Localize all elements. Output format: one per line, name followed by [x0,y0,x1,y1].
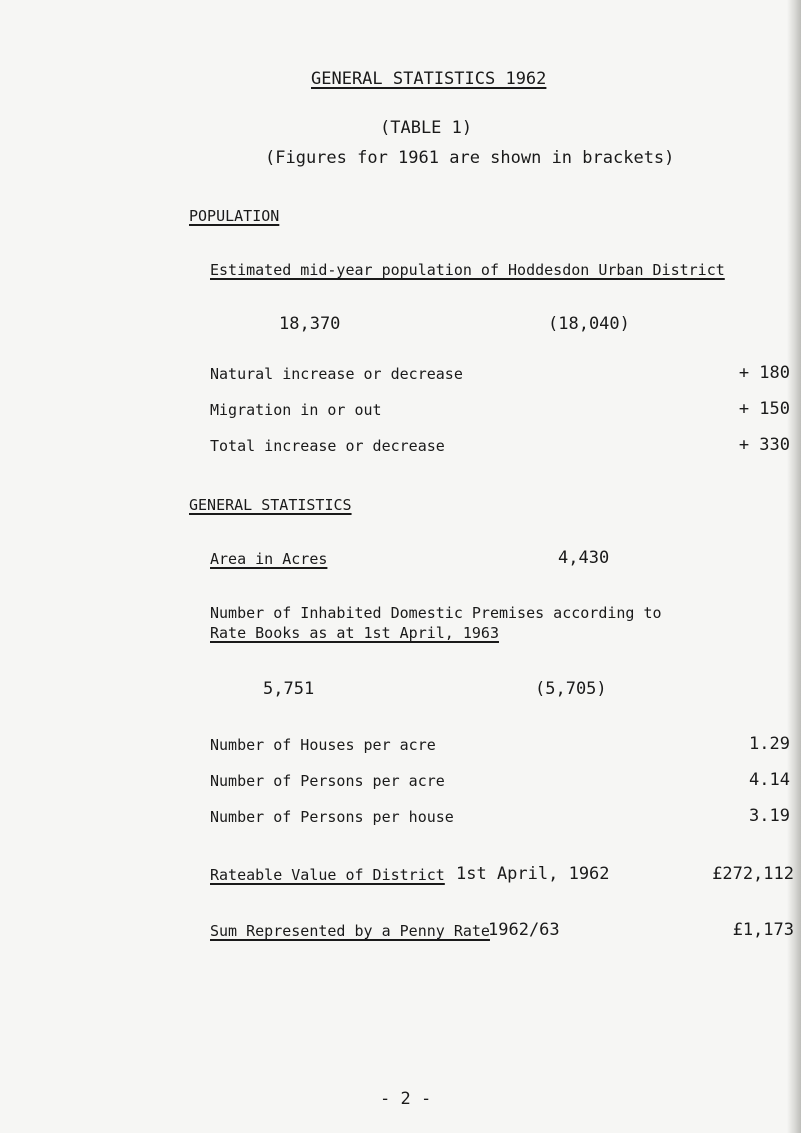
page-edge-shadow [787,0,801,1133]
rateable-value-label: Rateable Value of District [210,866,445,884]
area-label: Area in Acres [210,550,328,568]
natural-increase-label: Natural increase or decrease [210,365,463,383]
population-value: 18,370 [279,314,341,334]
premises-prior-value: (5,705) [535,679,607,699]
persons-per-acre-label: Number of Persons per acre [210,772,445,790]
population-subheading: Estimated mid-year population of Hoddesdon Urban District [210,261,725,279]
population-prior-value: (18,040) [548,314,630,334]
brackets-note: (Figures for 1961 are shown in brackets) [265,148,675,168]
page-number: - 2 - [380,1089,432,1109]
houses-per-acre-value: 1.29 [749,734,790,754]
penny-rate-label: Sum Represented by a Penny Rate [210,922,490,940]
population-heading: POPULATION [189,207,280,225]
persons-per-house-value: 3.19 [749,806,790,826]
rateable-value-amount: £272,112 [712,864,794,884]
premises-value: 5,751 [263,679,315,699]
houses-per-acre-label: Number of Houses per acre [210,736,436,754]
premises-heading-line2: Rate Books as at 1st April, 1963 [210,624,499,642]
natural-increase-value: + 180 [738,363,790,383]
penny-rate-amount: £1,173 [732,920,794,940]
page-title: GENERAL STATISTICS 1962 [311,69,547,89]
premises-heading-line1: Number of Inhabited Domestic Premises according to [210,604,662,622]
persons-per-acre-value: 4.14 [749,770,790,790]
persons-per-house-label: Number of Persons per house [210,808,454,826]
general-statistics-heading: GENERAL STATISTICS [189,496,352,514]
total-increase-value: + 330 [738,435,790,455]
migration-label: Migration in or out [210,401,382,419]
total-increase-label: Total increase or decrease [210,437,445,455]
area-value: 4,430 [558,548,610,568]
table-label: (TABLE 1) [380,118,473,138]
migration-value: + 150 [738,399,790,419]
rateable-value-date: 1st April, 1962 [456,864,610,884]
penny-rate-year: 1962/63 [488,920,560,940]
